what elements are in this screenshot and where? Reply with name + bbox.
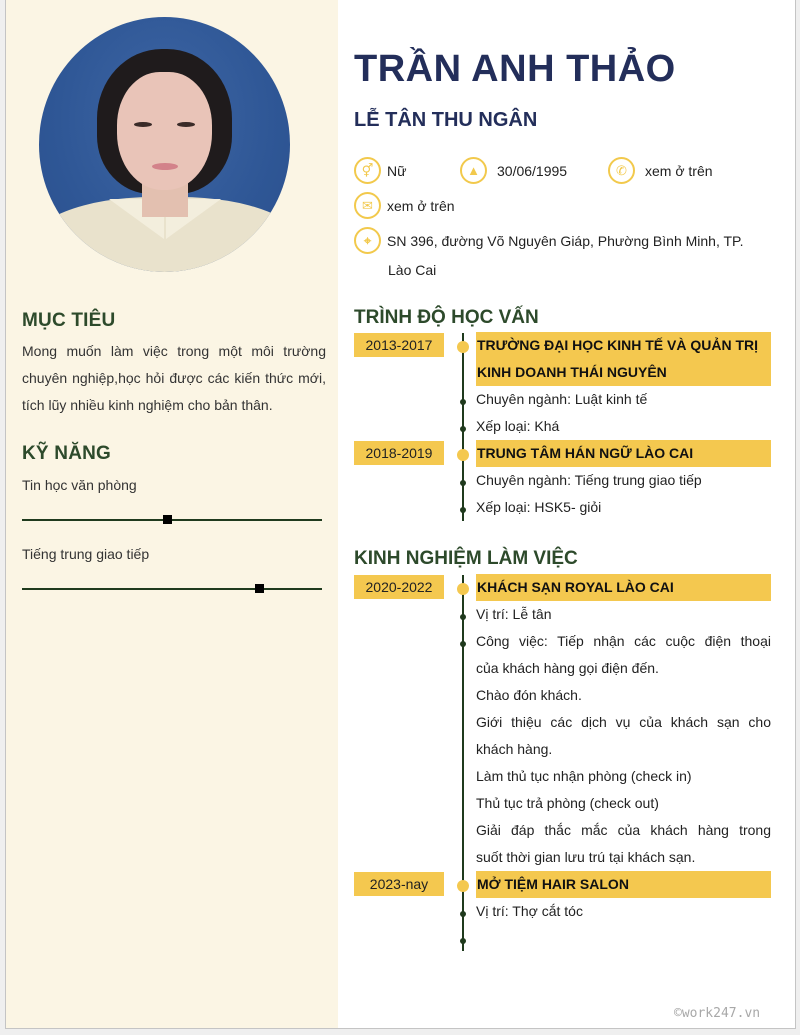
education-detail: Chuyên ngành: Luật kinh tế <box>476 391 648 407</box>
experience-heading: KINH NGHIỆM LÀM VIỆC <box>354 548 578 569</box>
education-org: TRƯỜNG ĐẠI HỌC KINH TẾ VÀ QUẢN TRỊ KINH DOANH THÁI NGUYÊN <box>476 332 771 386</box>
education-detail: Xếp loại: Khá <box>476 418 560 434</box>
address-info: ⌖ SN 396, đường Võ Nguyên Giáp, Phường Bình Minh, TP. <box>354 227 743 254</box>
experience-detail: Thủ tục trả phòng (check out) <box>476 795 659 811</box>
experience-detail: Làm thủ tục nhận phòng (check in) <box>476 768 692 784</box>
skill-label: Tin học văn phòng <box>22 477 137 493</box>
job-title: LỄ TÂN THU NGÂN <box>354 109 538 131</box>
experience-detail: Công việc: Tiếp nhận các cuộc điện thoại <box>476 633 771 649</box>
experience-org: KHÁCH SẠN ROYAL LÀO CAI <box>476 574 771 601</box>
skill-bar <box>22 588 322 590</box>
phone-info: ✆ xem ở trên <box>608 157 713 184</box>
skill-label: Tiếng trung giao tiếp <box>22 546 150 562</box>
bullet-dot <box>460 507 466 513</box>
timeline-dot <box>457 341 469 353</box>
experience-detail: Vị trí: Lễ tân <box>476 606 552 622</box>
full-name: TRẦN ANH THẢO <box>354 48 676 90</box>
experience-detail: của khách hàng gọi điện đến. <box>476 660 659 676</box>
watermark: ©work247.vn <box>674 1006 761 1021</box>
phone-icon: ✆ <box>608 157 635 184</box>
experience-org: MỞ TIỆM HAIR SALON <box>476 871 771 898</box>
gender-icon: ⚥ <box>354 157 381 184</box>
bullet-dot <box>460 911 466 917</box>
education-heading: TRÌNH ĐỘ HỌC VẤN <box>354 307 539 328</box>
objective-text: Mong muốn làm việc trong một môi trường chuyên nghiệp,học hỏi được các kiến thức mới, tích lũy nhiều kinh nghiệm cho bản thân. <box>22 343 326 413</box>
experience-detail: Giải đáp thắc mắc của khách hàng trong <box>476 822 771 838</box>
birthday-info: ▲ 30/06/1995 <box>460 157 567 184</box>
email-info: ✉ xem ở trên <box>354 192 455 219</box>
experience-years: 2020-2022 <box>354 575 444 599</box>
sidebar <box>6 0 338 1028</box>
timeline-dot <box>457 449 469 461</box>
bullet-dot <box>460 480 466 486</box>
experience-detail: Giới thiệu các dịch vụ của khách sạn cho <box>476 714 771 730</box>
timeline-dot <box>457 880 469 892</box>
education-detail: Chuyên ngành: Tiếng trung giao tiếp <box>476 472 702 488</box>
experience-detail: Vị trí: Thợ cắt tóc <box>476 903 583 919</box>
education-years: 2013-2017 <box>354 333 444 357</box>
experience-detail: suốt thời gian lưu trú tại khách sạn. <box>476 849 696 865</box>
bullet-dot <box>460 938 466 944</box>
objective-heading: MỤC TIÊU <box>22 310 116 331</box>
skills-heading: KỸ NĂNG <box>22 443 112 464</box>
skill-level-marker <box>255 584 264 593</box>
skill-bar <box>22 519 322 521</box>
cv-page <box>5 0 796 1029</box>
map-pin-icon: ⌖ <box>354 227 381 254</box>
gender-info: ⚥ Nữ <box>354 157 406 184</box>
experience-detail: khách hàng. <box>476 741 553 757</box>
bullet-dot <box>460 641 466 647</box>
birthday-cake-icon: ▲ <box>460 157 487 184</box>
skill-level-marker <box>163 515 172 524</box>
email-icon: ✉ <box>354 192 381 219</box>
experience-years: 2023-nay <box>354 872 444 896</box>
education-detail: Xếp loại: HSK5- giỏi <box>476 499 602 515</box>
education-years: 2018-2019 <box>354 441 444 465</box>
experience-detail: Chào đón khách. <box>476 687 582 703</box>
bullet-dot <box>460 426 466 432</box>
timeline-dot <box>457 583 469 595</box>
bullet-dot <box>460 399 466 405</box>
education-org: TRUNG TÂM HÁN NGỮ LÀO CAI <box>476 440 771 467</box>
profile-photo <box>39 17 290 272</box>
bullet-dot <box>460 614 466 620</box>
address-line2: Lào Cai <box>388 262 437 278</box>
experience-timeline <box>462 575 464 951</box>
